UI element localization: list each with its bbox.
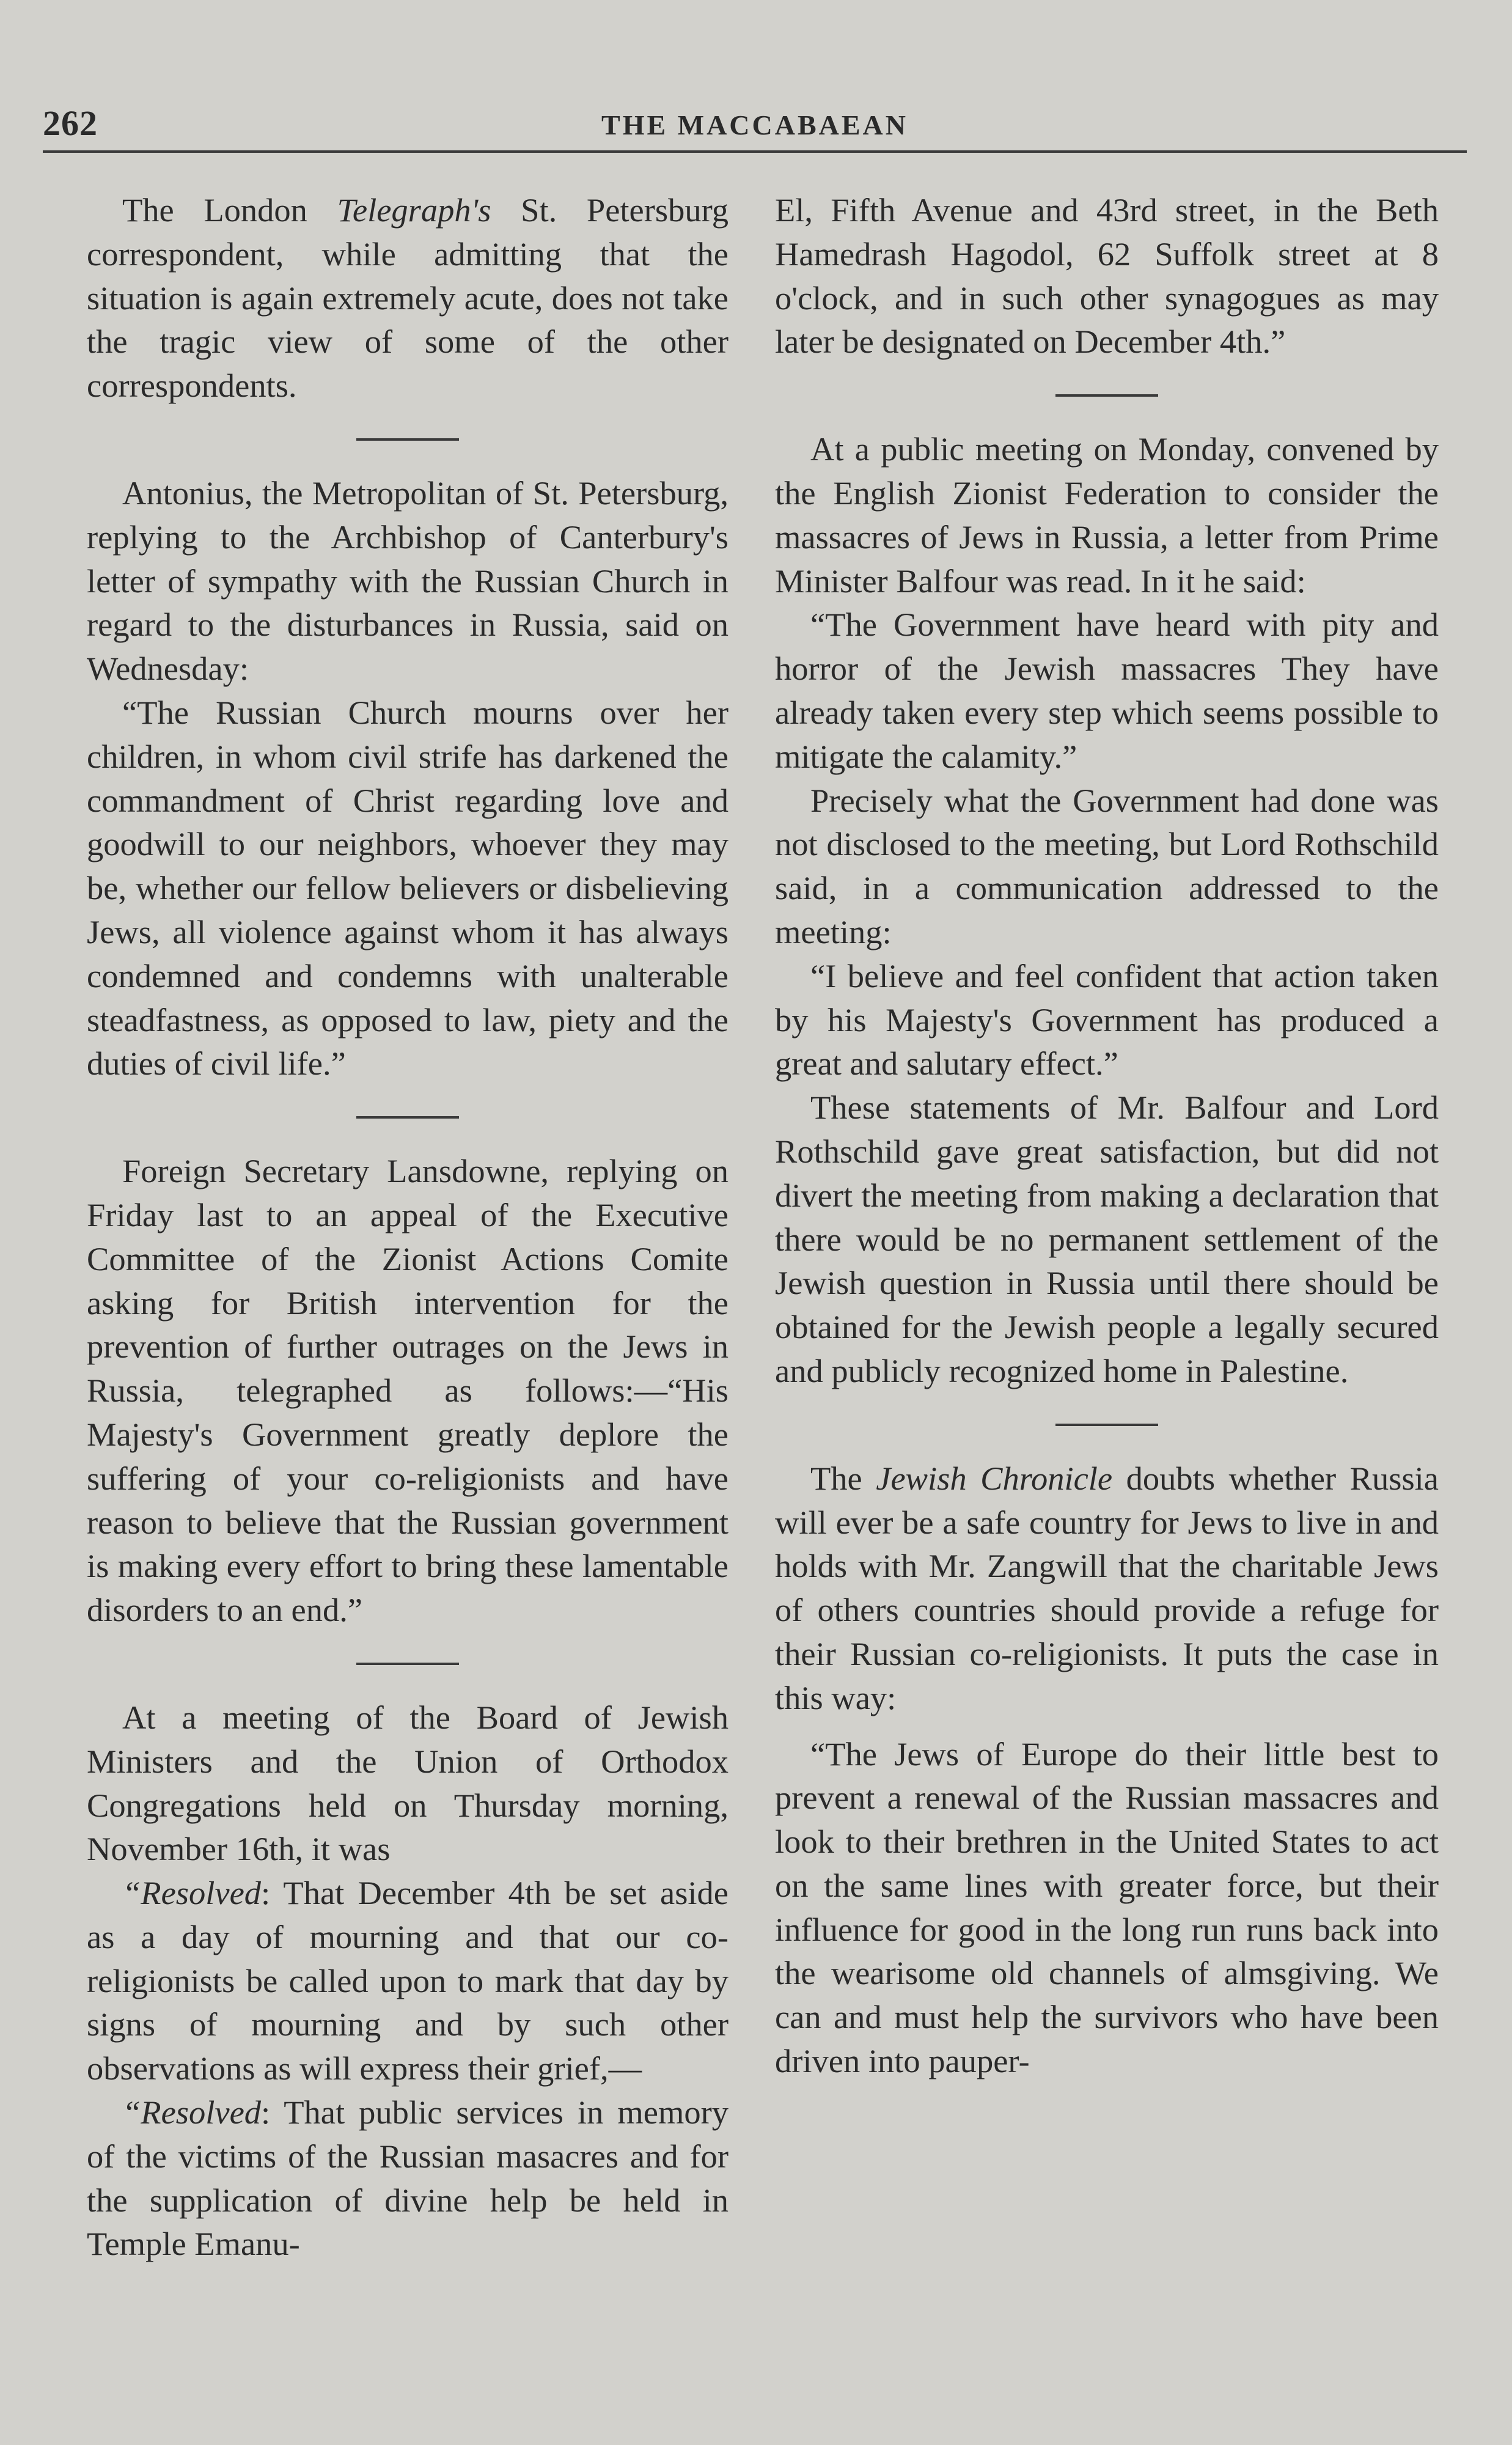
paragraph: At a meeting of the Board of Jewish Ministers and the Union of Orthodox Congregations held on Thursday morning, November 16th, it was (87, 1698, 728, 1868)
paragraph (775, 1457, 1439, 1720)
resolved-label: “Resolved (122, 1874, 262, 1912)
paragraph: Antonius, the Metropolitan of St. Petersburg, replying to the Archbishop of Canterbury's letter of sympathy with the Russian Church in regard to the disturbances in Russia, said on Wednesday: (87, 474, 728, 688)
italic-title: Telegraph's (337, 191, 491, 229)
text-run: : That public services in memory of the victims of the Russian masacres and for the supplication of divine help be held in Temple Emanu- (87, 2094, 728, 2263)
right-column (775, 188, 1439, 2083)
text-run: The (810, 1459, 876, 1497)
quote-paragraph: “The Russian Church mourns over her children, in whom civil strife has darkened the commandment of Christ regarding love and goodwill to our neighbors, whoever they may be, whether our fellow believers or disbelieving Jews, all violence against whom it has always condemned and condemns with unalterable steadfastness, as opposed to law, piety and the duties of civil life.” (87, 693, 728, 1083)
resolution-paragraph (87, 2090, 728, 2266)
text-run: St. Petersburg correspondent, while admitting that the situation is again extremely acute, does not take the tragic view of some of the other correspondents. (87, 191, 728, 405)
paragraph: Precisely what the Government had done was not disclosed to the meeting, but Lord Rothschild said, in a communication addressed to the meeting: (775, 781, 1439, 950)
quote-paragraph: “The Jews of Europe do their little best to prevent a renewal of the Russian massacres and look to their brethren in the United States to act on the same lines with greater force, but their influence for good in the long run runs back into the wearisome old channels of almsgiving. We can and must help the survivors who have been driven into pauper- (775, 1735, 1439, 2080)
left-column (87, 188, 728, 2266)
resolution-paragraph (87, 1871, 728, 2090)
page-number: 262 (43, 103, 98, 143)
paragraph: These statements of Mr. Balfour and Lord Rothschild gave great satisfaction, but did not divert the meeting from making a declaration that there would be no permanent settlement of the Jewish question in Russia until there should be obtained for the Jewish people a legally secured and publicly recognized home in Palestine. (775, 1089, 1439, 1389)
section-divider (1055, 394, 1158, 397)
paragraph: At a public meeting on Monday, convened by the English Zionist Federation to consider the massacres of Jews in Russia, a letter from Prime Minister Balfour was read. In it he said: (775, 430, 1439, 600)
text-run: The London (122, 191, 337, 229)
text-run: doubts whether Russia will ever be a safe country for Jews to live in and holds with Mr. Zangwill that the charitable Jews of others countries should provide a refuge for their Russian co-religionists. It puts the case in this way: (775, 1459, 1439, 1716)
text-run: : That December 4th be set aside as a day of mourning and that our co-religionists be called upon to mark that day by signs of mourning and by such other observations as will express their grief,— (87, 1874, 728, 2087)
header-rule (43, 150, 1467, 153)
section-divider (356, 1663, 459, 1665)
section-divider (1055, 1424, 1158, 1426)
section-divider (356, 438, 459, 441)
italic-title: Jewish Chronicle (876, 1459, 1113, 1497)
quote-paragraph: “I believe and feel confident that action taken by his Majesty's Government has produced a great and salutary effect.” (775, 957, 1439, 1083)
paragraph (87, 188, 728, 408)
paragraph: Foreign Secretary Lansdowne, replying on Friday last to an appeal of the Executive Committee of the Zionist Actions Comite asking for British intervention for the prevention of further outrages on the Jews in Russia, telegraphed as follows:—“His Majesty's Government greatly deplore the suffering of your co-religionists and have reason to believe that the Russian government is making every effort to bring these lamentable disorders to an end.” (87, 1152, 728, 1629)
section-divider (356, 1116, 459, 1119)
resolved-label: “Resolved (122, 2094, 262, 2131)
running-title: THE MACCABAEAN (601, 109, 908, 141)
page-header (43, 103, 1467, 152)
paragraph: El, Fifth Avenue and 43rd street, in the Beth Hamedrash Hagodol, 62 Suffolk street at 8 o'clock, and in such other synagogues as may later be designated on December 4th.” (775, 191, 1439, 361)
quote-paragraph: “The Government have heard with pity and horror of the Jewish massacres They have already taken every step which seems possible to mitigate the calamity.” (775, 606, 1439, 775)
